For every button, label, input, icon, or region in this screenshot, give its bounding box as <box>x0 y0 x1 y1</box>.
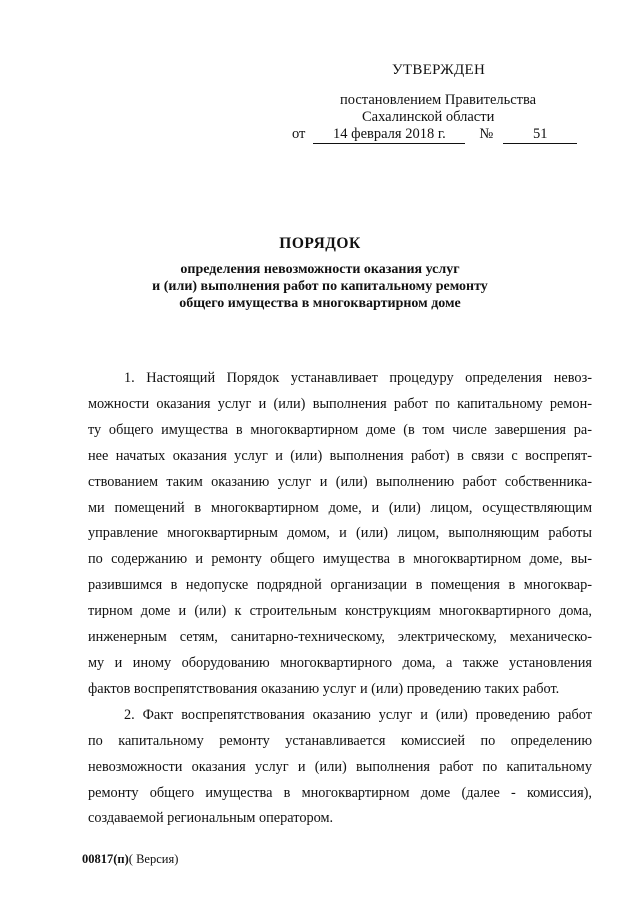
approval-date: 14 февраля 2018 г. <box>313 126 465 144</box>
paragraph-2 <box>88 703 592 833</box>
footer <box>82 852 178 867</box>
text-line: нее начатых оказания услуг и (или) выполнения работ) в связи с воспрепят- <box>88 447 592 464</box>
approval-title: УТВЕРЖДЕН <box>392 62 486 78</box>
text-line: тирном доме и (или) к строительным конструкциям многоквартирного дома, <box>88 603 592 620</box>
subtitle-line: определения невозможности оказания услуг <box>180 262 460 277</box>
text-line: по содержанию и ремонту общего имущества в многоквартирном доме, вы- <box>88 551 592 568</box>
document-version: ( Версия) <box>128 852 179 866</box>
subtitle-line: общего имущества в многоквартирном доме <box>179 296 461 311</box>
text-line: можности оказания услуг и (или) выполнения работ по капитальному ремон- <box>88 395 592 412</box>
text-line: невозможности оказания услуг и (или) выполнения работ по капитальному <box>88 758 592 775</box>
text-line: му и иному оборудованию многоквартирного дома, а также установления <box>88 654 592 671</box>
text-line: 2. Факт воспрепятствования оказанию услуг и (или) проведению работ <box>124 706 592 723</box>
paragraph-1 <box>88 366 592 703</box>
approval-number: 51 <box>503 126 577 144</box>
text-line: инженерным сетям, санитарно-техническому, электрическому, механическо- <box>88 629 592 646</box>
text-line: ремонту общего имущества в многоквартирном доме (далее - комиссия), <box>88 784 592 801</box>
text-line: ту общего имущества в многоквартирном доме (в том числе завершения ра- <box>88 421 592 438</box>
document-subtitle <box>0 261 640 312</box>
document-body <box>88 366 592 832</box>
text-line: ми помещений в многоквартирном доме, и (или) лицом, осуществляющим <box>88 499 592 516</box>
text-line: разившимся в недопуске подрядной организации в помещения в многоквар- <box>88 577 592 594</box>
document-title: ПОРЯДОК <box>279 235 361 252</box>
text-line: 1. Настоящий Порядок устанавливает процедуру определения невоз- <box>124 370 592 386</box>
text-line: по капитальному ремонту устанавливается комиссией по определению <box>88 732 592 749</box>
approval-line-2: Сахалинской области <box>362 109 495 125</box>
subtitle-line: и (или) выполнения работ по капитальному ремонту <box>152 279 488 294</box>
text-line: управление многоквартирным домом, и (или) лицом, выполняющим работы <box>88 525 592 542</box>
text-line: создаваемой региональным оператором. <box>88 810 334 827</box>
approval-date-line <box>292 126 577 144</box>
text-line: фактов воспрепятствования оказанию услуг и (или) проведению таких работ. <box>88 680 560 697</box>
approval-line-1: постановлением Правительства <box>340 92 537 108</box>
document-code: 00817(п) <box>82 852 129 866</box>
from-label: от <box>292 126 306 142</box>
number-sign: № <box>479 126 494 142</box>
text-line: ствованием таким оказанию услуг и (или) выполнению работ собственника- <box>88 473 592 490</box>
